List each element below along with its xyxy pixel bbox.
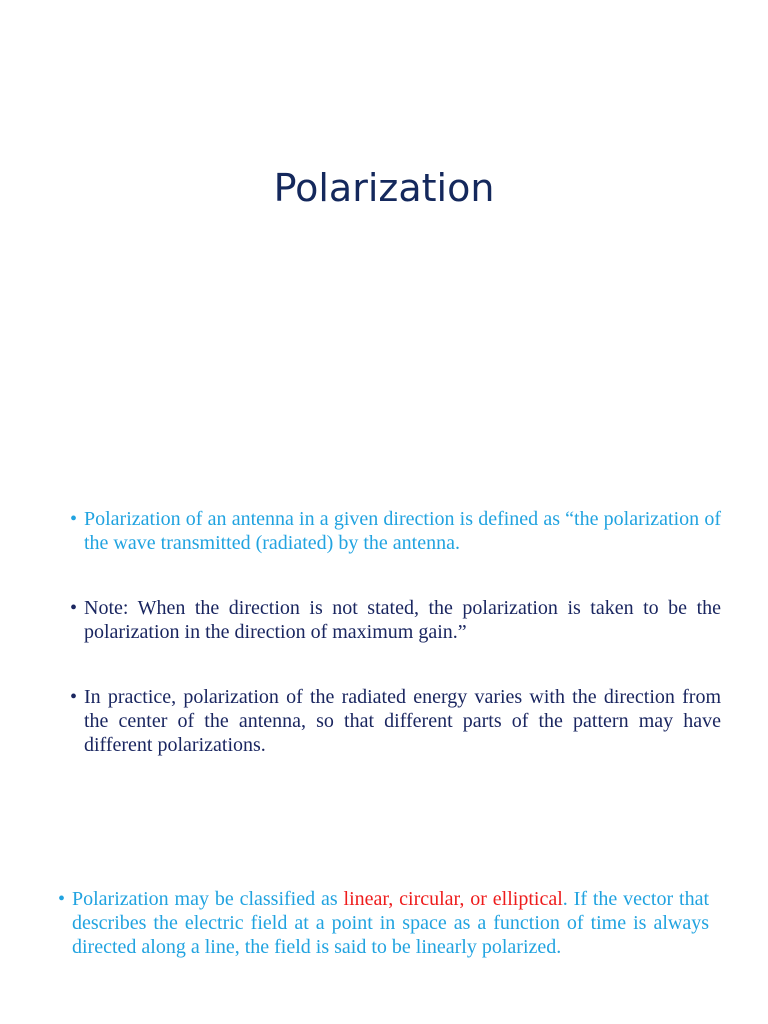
bullet-paragraph-classification — [58, 887, 710, 959]
paragraph-text: Polarization of an antenna in a given direction is defined as “the polarization of the wave transmitted (radiated) by the antenna. — [84, 508, 721, 554]
paragraph-text-after: . If the vector that describes the electric field at a point in space as a function of time is always directed along a line, the field is said to be linearly polarized. — [72, 888, 710, 958]
bullet-paragraph-note — [70, 596, 721, 644]
paragraph-text-before: Polarization may be classified as — [72, 888, 344, 910]
bullet-point: • — [70, 508, 78, 530]
highlighted-polarization-types: linear, circular, or elliptical — [343, 888, 563, 910]
bullet-point: • — [58, 888, 66, 910]
paragraph-text: In practice, polarization of the radiated energy varies with the direction from the center of the antenna, so that different parts of the pattern may have different polarizations. — [84, 686, 721, 756]
bullet-paragraph-definition — [70, 507, 721, 555]
slide-title: Polarization — [273, 166, 495, 210]
paragraph-text: Note: When the direction is not stated, the polarization is taken to be the polarization in the direction of maximum gain.” — [84, 597, 721, 643]
bullet-paragraph-practice — [70, 685, 721, 757]
bullet-point: • — [70, 686, 78, 708]
bullet-point: • — [70, 597, 78, 619]
